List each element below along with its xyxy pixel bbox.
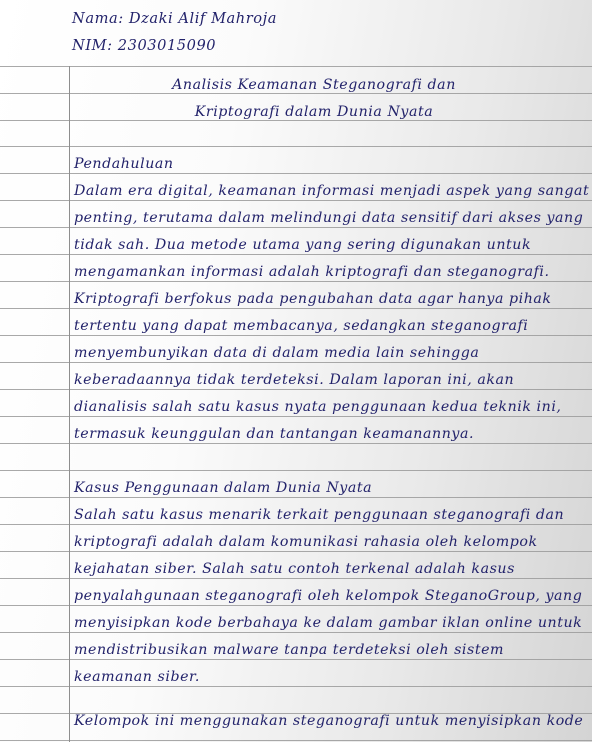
rule-line — [0, 524, 592, 525]
paragraph-line: tidak sah. Dua metode utama yang sering digunakan untuk — [74, 237, 532, 253]
paragraph-line: menyisipkan kode berbahaya ke dalam gambar iklan online untuk — [74, 615, 583, 631]
rule-line — [0, 308, 592, 309]
rule-line — [0, 497, 592, 498]
rule-line — [0, 659, 592, 660]
student-nim: NIM: 2303015090 — [72, 37, 217, 54]
paragraph-line: kejahatan siber. Salah satu contoh terkenal adalah kasus — [74, 561, 515, 577]
rule-line — [0, 740, 592, 741]
rule-line — [0, 335, 592, 336]
section-heading-kasus: Kasus Penggunaan dalam Dunia Nyata — [74, 480, 373, 496]
paragraph-line: mendistribusikan malware tanpa terdeteksi oleh sistem — [74, 642, 505, 658]
paragraph-line: keberadaannya tidak terdeteksi. Dalam laporan ini, akan — [74, 372, 515, 388]
paragraph-line: keamanan siber. — [74, 669, 200, 685]
rule-line — [0, 362, 592, 363]
rule-line — [0, 389, 592, 390]
rule-line — [0, 578, 592, 579]
section-heading-pendahuluan: Pendahuluan — [74, 156, 174, 172]
paragraph-line: kriptografi adalah dalam komunikasi rahasia oleh kelompok — [74, 534, 538, 550]
paragraph-line: Salah satu kasus menarik terkait penggunaan steganografi dan — [74, 507, 565, 523]
margin-line — [69, 66, 70, 742]
rule-line — [0, 66, 592, 67]
paragraph-line: termasuk keunggulan dan tantangan keamanannya. — [74, 426, 475, 442]
rule-line — [0, 281, 592, 282]
paragraph-line: penyalahgunaan steganografi oleh kelompok SteganoGroup, yang — [74, 588, 583, 604]
rule-line — [0, 200, 592, 201]
paragraph-line: tertentu yang dapat membacanya, sedangkan steganografi — [74, 318, 529, 334]
rule-line — [0, 470, 592, 471]
paragraph-line: menyembunyikan data di dalam media lain sehingga — [74, 345, 480, 361]
rule-line — [0, 632, 592, 633]
rule-line — [0, 443, 592, 444]
rule-line — [0, 605, 592, 606]
rule-line — [0, 416, 592, 417]
paragraph-line: penting, terutama dalam melindungi data sensitif dari akses yang — [74, 210, 584, 226]
paragraph-line: Kriptografi berfokus pada pengubahan data agar hanya pihak — [74, 291, 552, 307]
paragraph-line: Dalam era digital, keamanan informasi menjadi aspek yang sangat — [74, 183, 590, 199]
rule-line — [0, 146, 592, 147]
rule-line — [0, 227, 592, 228]
rule-line — [0, 686, 592, 687]
paragraph-line: dianalisis salah satu kasus nyata penggunaan kedua teknik ini, — [74, 399, 562, 415]
rule-line — [0, 173, 592, 174]
rule-line — [0, 254, 592, 255]
student-name: Nama: Dzaki Alif Mahroja — [72, 10, 277, 27]
rule-line — [0, 551, 592, 552]
paragraph-line: mengamankan informasi adalah kriptografi dan steganografi. — [74, 264, 550, 280]
page-title-line-2: Kriptografi dalam Dunia Nyata — [194, 104, 434, 120]
paragraph-line: Kelompok ini menggunakan steganografi untuk menyisipkan kode — [74, 713, 584, 729]
page-title-line-1: Analisis Keamanan Steganografi dan — [172, 77, 456, 93]
